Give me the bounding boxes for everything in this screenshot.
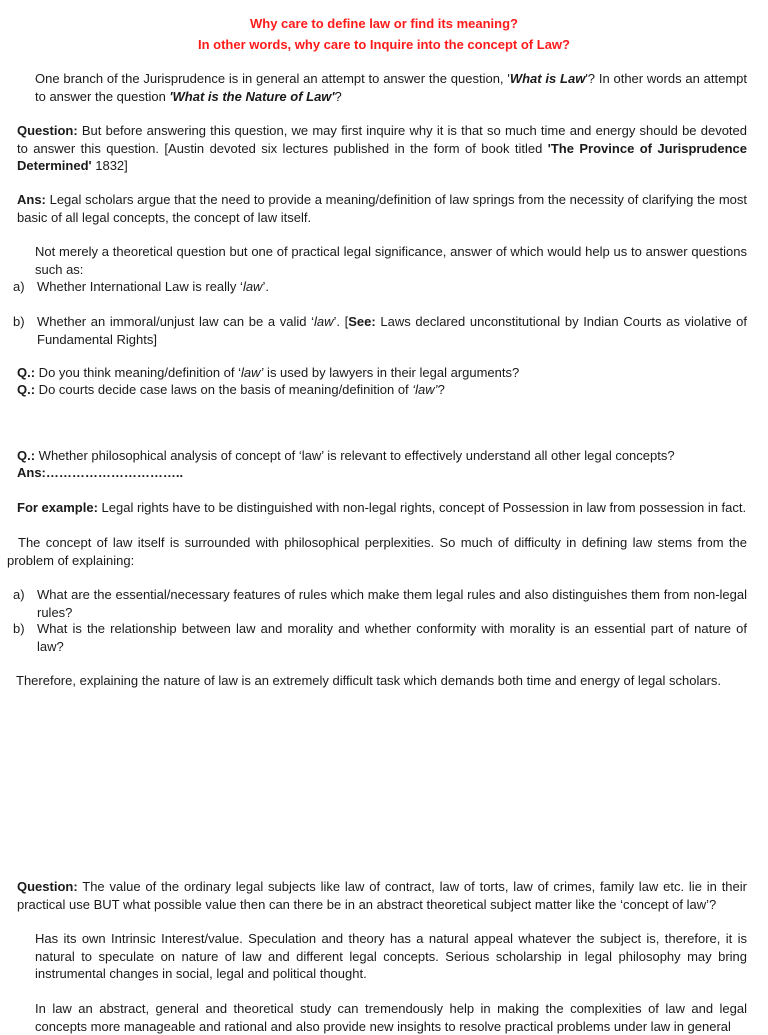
conclusion-paragraph: Therefore, explaining the nature of law is an extremely difficult task which demands both time and energy of legal scholars.: [16, 673, 722, 688]
list-letter: b): [13, 314, 25, 329]
list-item-unjust-law: b) Whether an immoral/unjust law can be a valid ‘law’. [See: Laws declared unconstitutional by Indian Courts as violative of Fundamental Rights]: [13, 314, 747, 347]
paragraph-text: Not merely a theoretical question but one of practical legal significance, answer of which would help us to answer questions such as:: [35, 244, 747, 277]
list-letter: a): [13, 279, 25, 294]
paragraph-text: The concept of law itself is surrounded with philosophical perplexities. So much of difficulty in defining law stems from the problem of explaining:: [7, 535, 747, 568]
question-value-of-concept: Question: The value of the ordinary legal subjects like law of contract, law of torts, law of crimes, family law etc. lie in their practical use BUT what possible value then can there be in an abstract theoretical subject matter like the ‘concept of law’?: [17, 879, 747, 912]
question-label: Question:: [17, 123, 78, 138]
bullet-philosophical-perplexities: [7, 534, 747, 569]
question-label: Question:: [17, 879, 78, 894]
answer-blank: Ans:…………………………..: [17, 465, 184, 480]
question-label: Q.:: [17, 382, 36, 397]
question-label: Q.:: [17, 448, 36, 463]
question-austin: Question: But before answering this question, we may first inquire why it is that so much time and energy should be devoted to answer this question. [Austin devoted six lectures published in the form of book titled 'The Province of Jurisprudence Determined' 1832]: [17, 123, 747, 173]
paragraph-text: In law an abstract, general and theoretical study can tremendously help in making the complexities of law and legal concepts more manageable and rational and also provide new insights to resolve practical problems under law in general: [35, 1001, 747, 1034]
answer-legal-scholars: Ans: Legal scholars argue that the need to provide a meaning/definition of law springs from the necessity of clarifying the most basic of all legal concepts, the concept of law itself.: [17, 192, 747, 225]
title-line-2: In other words, why care to Inquire into the concept of Law?: [198, 37, 570, 52]
list-item-law-and-morality: b) What is the relationship between law and morality and whether conformity with morality is an essential part of nature of law?: [13, 621, 747, 654]
example-label: For example:: [17, 500, 98, 515]
list-item-essential-features: a) What are the essential/necessary features of rules which make them legal rules and also distinguishes them from non-legal rules?: [13, 587, 747, 620]
list-letter: a): [13, 587, 25, 602]
bullet-intrinsic-interest: [17, 930, 747, 983]
list-item-international-law: a) Whether International Law is really ‘law’.: [13, 279, 269, 294]
bullet-abstract-study: [17, 1000, 747, 1035]
bullet-what-is-law: [17, 70, 747, 105]
paragraph-text: One branch of the Jurisprudence is in general an attempt to answer the question, 'What is Law'? In other words an attempt to answer the question 'What is the Nature of Law'?: [35, 71, 747, 104]
question-philosophical-analysis: Q.: Whether philosophical analysis of concept of ‘law’ is relevant to effectively understand all other legal concepts?: [17, 448, 675, 463]
list-letter: b): [13, 621, 25, 636]
bullet-practical-significance: [17, 243, 747, 278]
question-courts: Q.: Do courts decide case laws on the basis of meaning/definition of ‘law’?: [17, 382, 445, 397]
example-paragraph: For example: Legal rights have to be distinguished with non-legal rights, concept of Possession in law from possession in fact.: [17, 500, 747, 515]
answer-label: Ans:: [17, 192, 46, 207]
title-line-1: Why care to define law or find its meaning?: [250, 16, 518, 31]
question-label: Q.:: [17, 365, 36, 380]
question-lawyers: Q.: Do you think meaning/definition of ‘law’ is used by lawyers in their legal arguments?: [17, 365, 520, 380]
paragraph-text: Has its own Intrinsic Interest/value. Speculation and theory has a natural appeal whatever the subject is, therefore, it is natural to speculate on nature of law and different legal concepts. Serious scholarship in legal philosophy may bring instrumental changes in social, legal and political thought.: [35, 931, 747, 981]
